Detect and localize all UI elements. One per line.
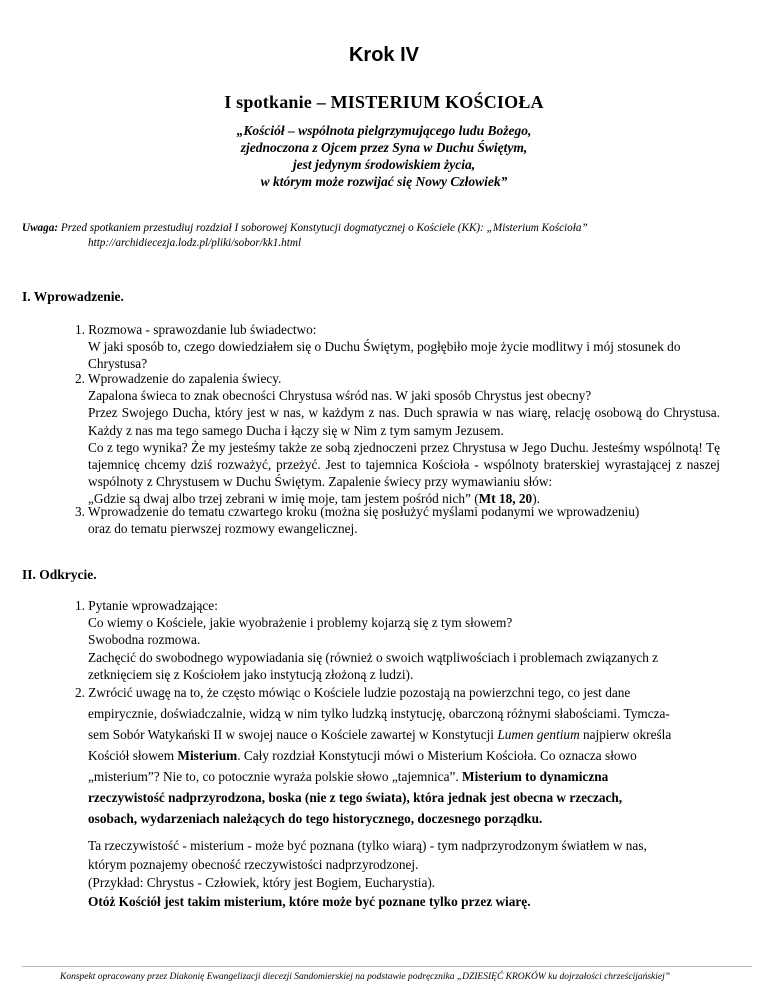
definition-line: osobach, wydarzeniach należących do tego historycznego, doczesnego porządku.	[88, 811, 543, 826]
motto-line: w którym może rozwijać się Nowy Człowiek”	[260, 174, 508, 189]
discovery-item-1-head: 1. Pytanie wprowadzające:	[75, 598, 218, 613]
intro-item-2-line1: Zapalona świeca to znak obecności Chrystusa wśród nas. W jaki sposób Chrystus jest obecny?	[88, 388, 592, 404]
section-discovery-heading: II. Odkrycie.	[22, 567, 97, 582]
intro-item-2-head: 2. Wprowadzenie do zapalenia świecy.	[75, 371, 282, 386]
motto-line: zjednoczona z Ojcem przez Syna w Duchu Świętym,	[240, 140, 528, 155]
section-intro-heading: I. Wprowadzenie.	[22, 289, 124, 304]
text-run: sem Sobór Watykański II w swojej nauce o Kościele zawartej w Konstytucji	[88, 727, 498, 742]
intro-item-3-head: 3. Wprowadzenie do tematu czwartego kroku (można się posłużyć myślami podanymi we wprowadzeniu)	[75, 504, 640, 519]
mystery-line: (Przykład: Chrystus - Człowiek, który jest Bogiem, Eucharystia).	[88, 875, 436, 890]
mystery-conclusion: Otóż Kościół jest takim misterium, które może być poznane tylko przez wiarę.	[88, 893, 531, 909]
definition-start: Misterium to dynamiczna	[462, 769, 609, 784]
text-run: . Cały rozdział Konstytucji mówi o Misterium Kościoła. Co oznacza słowo	[237, 748, 637, 763]
discovery-item-2-line: 2. Zwrócić uwagę na to, że często mówiąc o Kościele ludzie pozostają na powierzchni tego, co jest dane	[75, 685, 631, 700]
intro-item-2	[75, 370, 720, 508]
intro-item-1-body: W jaki sposób to, czego dowiedziałem się o Duchu Świętym, pogłębiło moje życie modlitwy i mój stosunek do Chrystusa?	[88, 339, 681, 372]
discovery-item-1-line2: Swobodna rozmowa.	[88, 632, 201, 648]
lumen-gentium-title: Lumen gentium	[497, 727, 580, 742]
footer-divider	[22, 966, 752, 967]
intro-item-1	[75, 321, 720, 373]
step-title: Krok IV	[348, 44, 420, 66]
footer-note: Konspekt opracowany przez Diakonię Ewangelizacji diecezji Sandomierskiej na podstawie podręcznika „DZIESIĘĆ KROKÓW ku dojrzałości chrześcijańskiej”	[60, 972, 671, 982]
note-label: Uwaga:	[22, 222, 59, 234]
intro-item-2-line3: Co z tego wynika? Że my jesteśmy także ze sobą zjednoczeni przez Chrystusa w Jego Duchu. Jesteśmy wspólnotą! Tę tajemnicę chcemy dziś rozważyć, przeżyć. Jest to tajemnica Kościoła - wspólnoty braterskiej wyrastającej z naszej wspólnoty z Chrystusem w Duchu Świętym. Zapalenie świecy przy wymawianiu słów:	[88, 439, 720, 490]
mystery-line: Ta rzeczywistość - misterium - może być poznana (tylko wiarą) - tym nadprzyrodzonym światłem w nas,	[88, 838, 647, 853]
intro-item-3	[75, 503, 720, 537]
motto-line: „Kościół – wspólnota pielgrzymującego ludu Bożego,	[236, 123, 532, 138]
mystery-paragraph	[88, 837, 728, 911]
intro-item-3-body: oraz do tematu pierwszej rozmowy ewangelicznej.	[88, 521, 358, 537]
text-run: „misterium”? Nie to, co potocznie wyraża polskie słowo „tajemnica”.	[88, 769, 463, 784]
discovery-item-1	[75, 597, 720, 683]
discovery-item-1-line1: Co wiemy o Kościele, jakie wyobrażenie i problemy kojarzą się z tym słowem?	[88, 615, 513, 631]
note-url: http://archidiecezja.lodz.pl/pliki/sobor/kk1.html	[88, 237, 302, 249]
text-run: najpierw określa	[579, 727, 672, 742]
discovery-item-2-line	[75, 724, 725, 745]
definition-line: rzeczywistość nadprzyrodzona, boska (nie z tego świata), która jednak jest obecna w rzeczach,	[88, 790, 623, 805]
motto-line: jest jedynym środowiskiem życia,	[292, 157, 476, 172]
discovery-item-1-line3: Zachęcić do swobodnego wypowiadania się (również o swoich wątpliwościach i problemach związanych z zetknięciem się z Kościołem jako instytucją złożoną z ludzi).	[88, 649, 659, 682]
quote-end: ).	[532, 491, 540, 507]
discovery-item-2	[75, 682, 725, 829]
discovery-item-2-line	[75, 745, 725, 766]
quote-reference: Mt 18, 20	[478, 491, 533, 507]
intro-item-2-line2: Przez Swojego Ducha, który jest w nas, w każdym z nas. Duch sprawia w nas wiarę, relację osobową do Chrystusa. Każdy z nas ma tego samego Ducha i łączy się w Nim z tym samym Jezusem.	[88, 405, 720, 438]
mystery-line: którym poznajemy obecność rzeczywistości nadprzyrodzonej.	[88, 856, 419, 872]
quote-text: „Gdzie są dwaj albo trzej zebrani w imię moje, tam jestem pośród nich” (	[88, 491, 479, 507]
discovery-item-2-line: empirycznie, doświadczalnie, widzą w nim tylko ludzką instytucję, obarczoną różnymi słabościami. Tymcza-	[88, 706, 670, 721]
discovery-item-2-line	[75, 766, 725, 787]
text-run: Kościół słowem	[88, 748, 178, 763]
study-note	[22, 221, 752, 251]
motto	[0, 122, 768, 190]
note-text: Przed spotkaniem przestudiuj rozdział I soborowej Konstytucji dogmatycznej o Kościele (KK): „Misterium Kościoła”	[60, 222, 588, 234]
meeting-title: I spotkanie – MISTERIUM KOŚCIOŁA	[224, 92, 544, 112]
intro-item-1-head: 1. Rozmowa - sprawozdanie lub świadectwo:	[75, 322, 317, 337]
misterium-term: Misterium	[177, 748, 238, 763]
